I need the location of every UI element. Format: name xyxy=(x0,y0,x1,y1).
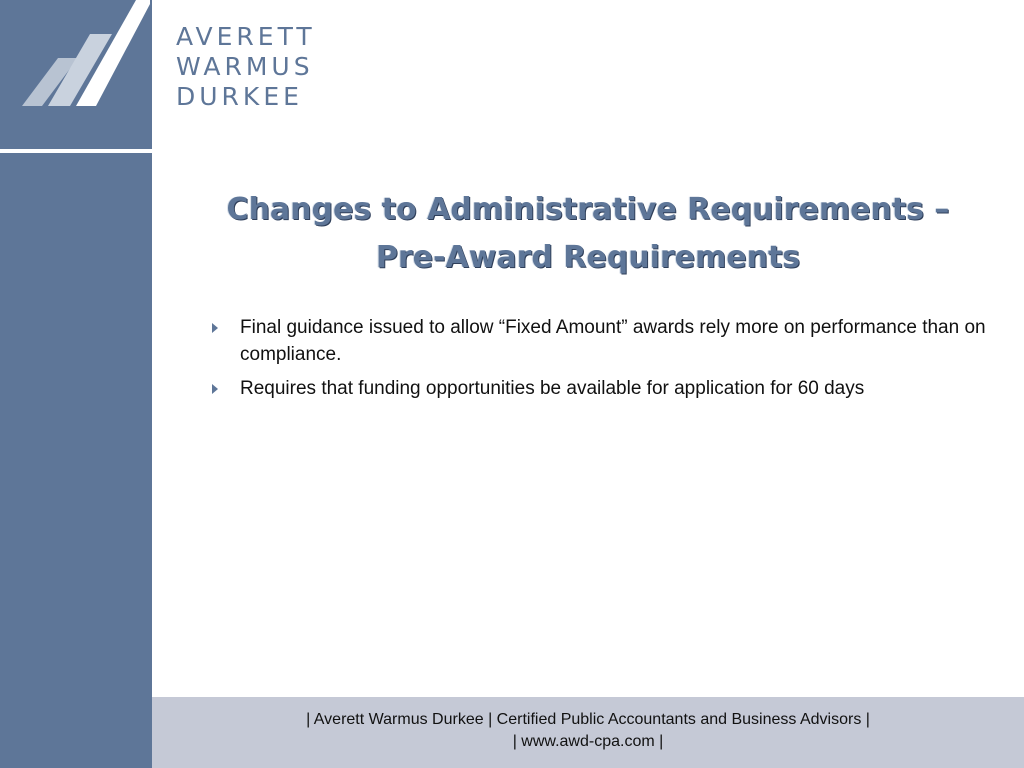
company-logo-text xyxy=(176,22,316,112)
triangle-bullet-icon xyxy=(212,384,218,394)
logo-mark xyxy=(0,0,152,149)
bullet-text: Final guidance issued to allow “Fixed Amount” awards rely more on performance than on compliance. xyxy=(240,317,986,365)
logo-line: WARMUS xyxy=(176,52,314,81)
bullet-item xyxy=(208,314,988,368)
footer-line: | Averett Warmus Durkee | Certified Public Accountants and Business Advisors | xyxy=(306,711,870,728)
bullet-text: Requires that funding opportunities be available for application for 60 days xyxy=(240,378,865,399)
footer-bar xyxy=(152,697,1024,768)
sidebar-band xyxy=(0,153,152,768)
logo-line: DURKEE xyxy=(176,82,303,111)
bullet-item xyxy=(208,375,988,402)
logo-line: AVERETT xyxy=(176,22,316,51)
triangle-bullet-icon xyxy=(212,323,218,333)
footer-text xyxy=(152,709,1024,753)
bullet-list xyxy=(208,314,988,409)
slide-title xyxy=(152,186,1024,282)
diagonal-stripes-icon xyxy=(0,0,152,149)
slide-title-line: Pre-Award Requirements xyxy=(375,240,801,275)
slide-title-line: Changes to Administrative Requirements – xyxy=(226,192,950,227)
footer-line: | www.awd-cpa.com | xyxy=(512,733,664,750)
